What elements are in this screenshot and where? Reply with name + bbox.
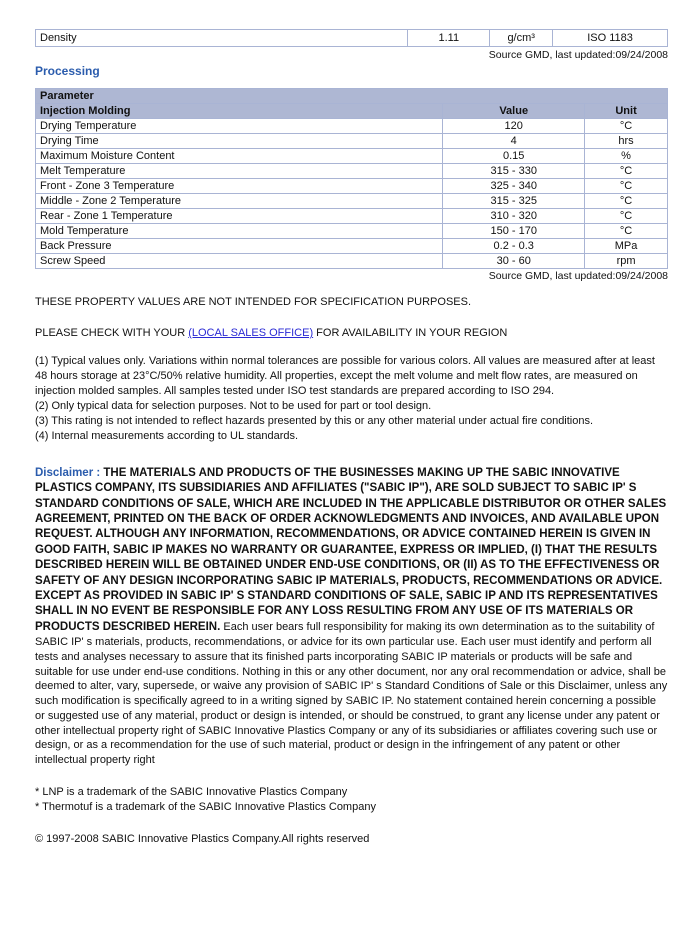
datasheet-page	[0, 29, 700, 935]
value-cell: 315 - 330	[443, 164, 585, 179]
page-content	[35, 29, 668, 845]
unit-cell: °C	[585, 209, 668, 224]
disclaimer-bold-text: THE MATERIALS AND PRODUCTS OF THE BUSINESSES MAKING UP THE SABIC INNOVATIVE PLASTICS COMPANY, ITS SUBSIDIARIES AND AFFILIATES ("SABIC IP"), ARE SOLD SUBJECT TO SABIC IP' S STANDARD CONDITIONS OF SALE, WHICH ARE INCLUDED IN THE APPLICABLE DISTRIBUTOR OR OTHER SALES AGREEMENT, PRINTED ON THE BACK OF ORDER ACKNOWLEDGMENTS AND INVOICES, AND AVAILABLE UPON REQUEST. ALTHOUGH ANY INFORMATION, RECOMMENDATIONS, OR ADVICE CONTAINED HEREIN IS GIVEN IN GOOD FAITH, SABIC IP MAKES NO WARRANTY OR GUARANTEE, EXPRESS OR IMPLIED, (I) THAT THE RESULTS DESCRIBED HEREIN WILL BE OBTAINED UNDER END-USE CONDITIONS, OR (II) AS TO THE EFFECTIVENESS OR SAFETY OF ANY DESIGN INCORPORATING SABIC IP MATERIALS, PRODUCTS, RECOMMENDATIONS OR ADVICE. EXCEPT AS PROVIDED IN SABIC IP' S STANDARD CONDITIONS OF SALE, SABIC IP AND ITS REPRESENTATIVES SHALL IN NO EVENT BE RESPONSIBLE FOR ANY LOSS RESULTING FROM ANY USE OF ITS MATERIALS OR PRODUCTS DESCRIBED HEREIN.	[35, 466, 667, 633]
value-cell: 150 - 170	[443, 224, 585, 239]
unit-cell: °C	[585, 119, 668, 134]
table-row	[36, 134, 668, 149]
table-row	[36, 254, 668, 269]
unit-cell: MPa	[585, 239, 668, 254]
param-cell: Melt Temperature	[36, 164, 443, 179]
table-row	[36, 179, 668, 194]
unit-cell: rpm	[585, 254, 668, 269]
trademark-notes	[35, 785, 668, 816]
unit-cell: °C	[585, 224, 668, 239]
column-header-value: Value	[443, 104, 585, 119]
disclaimer-label: Disclaimer :	[35, 466, 104, 479]
table-row	[36, 164, 668, 179]
value-cell: 0.2 - 0.3	[443, 239, 585, 254]
header-group-cell: Parameter	[36, 89, 668, 104]
property-name-cell: Density	[36, 30, 408, 47]
density-property-table	[35, 29, 668, 47]
param-cell: Drying Time	[36, 134, 443, 149]
processing-table	[35, 88, 668, 269]
value-cell: 325 - 340	[443, 179, 585, 194]
table-header-group-row	[36, 89, 668, 104]
availability-suffix: FOR AVAILABILITY IN YOUR REGION	[313, 327, 508, 339]
local-sales-office-link[interactable]: (LOCAL SALES OFFICE)	[188, 327, 314, 339]
property-unit-cell: g/cm³	[490, 30, 553, 47]
table-row	[36, 149, 668, 164]
trademark-thermotuf: * Thermotuf is a trademark of the SABIC Innovative Plastics Company	[35, 801, 376, 814]
param-cell: Middle - Zone 2 Temperature	[36, 194, 443, 209]
value-cell: 315 - 325	[443, 194, 585, 209]
unit-cell: °C	[585, 194, 668, 209]
value-cell: 310 - 320	[443, 209, 585, 224]
source-note-top: Source GMD, last updated:09/24/2008	[488, 49, 668, 61]
value-cell: 4	[443, 134, 585, 149]
footnote-1: (1) Typical values only. Variations within normal tolerances are possible for various colors. All values are measured after at least 48 hours storage at 23°C/50% relative humidity. All properties, except the melt volume and melt flow rates, are measured on injection molded samples. All samples tested under ISO test standards are prepared according to ISO 294.	[35, 355, 655, 397]
footnote-4: (4) Internal measurements according to UL standards.	[35, 429, 299, 442]
footnotes	[35, 354, 668, 444]
table-row	[36, 239, 668, 254]
param-cell: Rear - Zone 1 Temperature	[36, 209, 443, 224]
table-row	[36, 224, 668, 239]
table-row	[36, 119, 668, 134]
trademark-lnp: * LNP is a trademark of the SABIC Innovative Plastics Company	[35, 785, 348, 798]
table-row	[36, 209, 668, 224]
column-header-unit: Unit	[585, 104, 668, 119]
spec-purpose-statement: THESE PROPERTY VALUES ARE NOT INTENDED FOR SPECIFICATION PURPOSES.	[35, 296, 472, 308]
value-cell: 0.15	[443, 149, 585, 164]
unit-cell: °C	[585, 164, 668, 179]
unit-cell: °C	[585, 179, 668, 194]
footnote-2: (2) Only typical data for selection purposes. Not to be used for part or tool design.	[35, 399, 432, 412]
param-cell: Back Pressure	[36, 239, 443, 254]
source-note-bottom: Source GMD, last updated:09/24/2008	[488, 270, 668, 282]
param-cell: Maximum Moisture Content	[36, 149, 443, 164]
disclaimer-normal-text: Each user bears full responsibility for making its own determination as to the suitability of SABIC IP' s materials, products, recommendations, or advice for its own particular use. Each user must identify and perform all tests and analyses necessary to assure that its finished parts incorporating SABIC IP materials or products will be safe and suitable for use under end-use conditions. Nothing in this or any other document, nor any oral recommendation or advice, shall be deemed to alter, vary, supersede, or waive any provision of SABIC IP' s Standard Conditions of Sale or this Disclaimer, unless any such modification is specifically agreed to in a writing signed by SABIC IP. No statement contained herein concerning a possible or suggested use of any material, product or design is intended, or should be construed, to grant any license under any patent or other intellectual property right of SABIC Innovative Plastics Company or any of its subsidiaries or affiliates covering such use or design, or as a recommendation for the use of such material, product or design in the infringement of any patent or other intellectual property right	[35, 620, 668, 767]
param-cell: Front - Zone 3 Temperature	[36, 179, 443, 194]
disclaimer-paragraph	[35, 466, 668, 768]
unit-cell: hrs	[585, 134, 668, 149]
property-standard-cell: ISO 1183	[553, 30, 668, 47]
value-cell: 120	[443, 119, 585, 134]
param-cell: Screw Speed	[36, 254, 443, 269]
column-header-parameter: Injection Molding	[36, 104, 443, 119]
param-cell: Mold Temperature	[36, 224, 443, 239]
unit-cell: %	[585, 149, 668, 164]
table-row	[36, 194, 668, 209]
availability-statement	[35, 327, 668, 339]
availability-prefix: PLEASE CHECK WITH YOUR	[35, 327, 189, 339]
table-header-row	[36, 104, 668, 119]
property-value-cell: 1.11	[408, 30, 490, 47]
copyright-line: © 1997-2008 SABIC Innovative Plastics Company.All rights reserved	[35, 832, 370, 845]
footnote-3: (3) This rating is not intended to reflect hazards presented by this or any other material under actual fire conditions.	[35, 414, 594, 427]
value-cell: 30 - 60	[443, 254, 585, 269]
section-title-processing: Processing	[35, 64, 100, 78]
table-row	[36, 30, 668, 47]
param-cell: Drying Temperature	[36, 119, 443, 134]
